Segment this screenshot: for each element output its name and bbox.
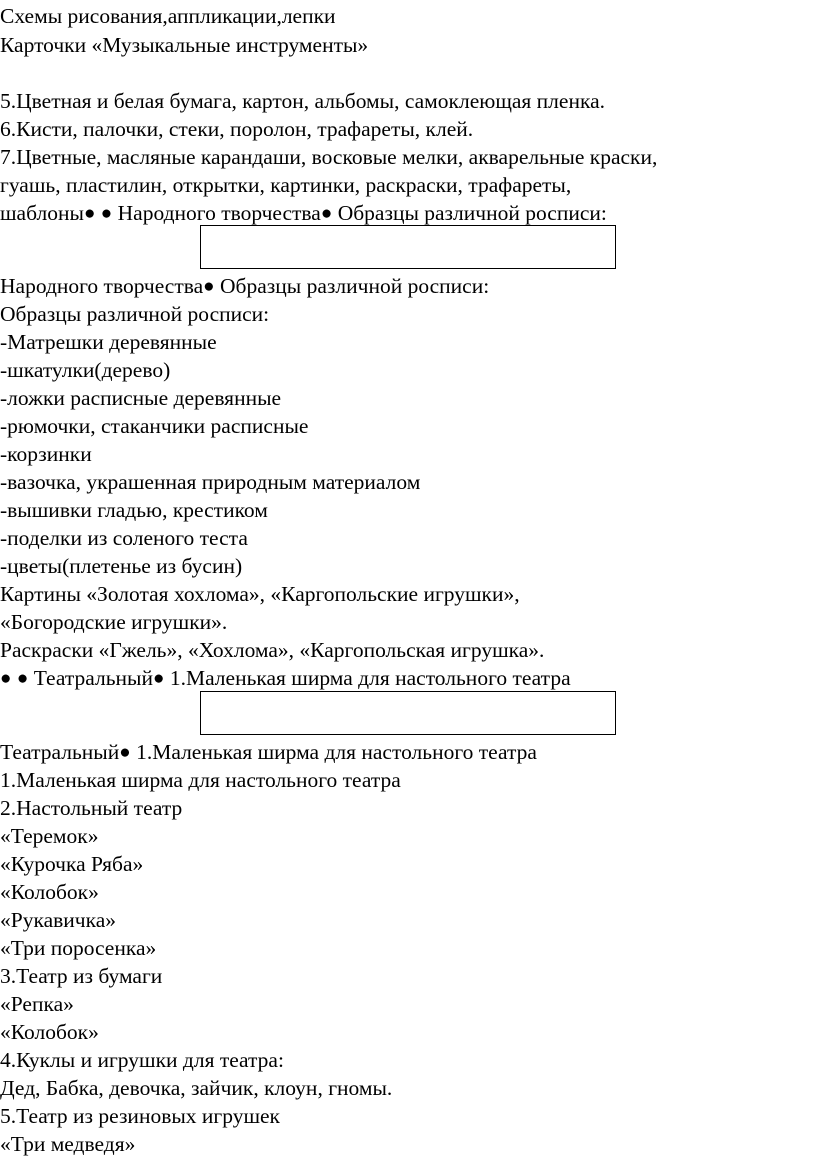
folk-item: -рюмочки, стаканчики расписные: [0, 414, 309, 438]
theatre-bullet-line: [0, 664, 571, 693]
theatre-item: Дед, Бабка, девочка, зайчик, клоун, гномы.: [0, 1076, 393, 1100]
folk-item: -корзинки: [0, 442, 92, 466]
materials-item-7-text-c: Образцы различной росписи:: [332, 201, 607, 225]
theatre-item: 4.Куклы и игрушки для театра:: [0, 1048, 284, 1072]
bullet-icon: ●: [119, 742, 131, 763]
folk-item: -поделки из соленого теста: [0, 526, 248, 550]
materials-item-5: 5.Цветная и белая бумага, картон, альбомы, самоклеющая пленка.: [0, 89, 606, 113]
theatre-bullet-text-a: Театральный: [28, 666, 153, 690]
bullet-icon: ●: [203, 276, 215, 297]
folk-item: -ложки расписные деревянные: [0, 386, 282, 410]
theatre-item: «Курочка Ряба»: [0, 852, 144, 876]
theatre-item: 3.Театр из бумаги: [0, 964, 163, 988]
bullet-icon: ●: [320, 203, 333, 224]
theatre-heading-text-a: Театральный: [0, 740, 120, 764]
bullet-icon: ●: [83, 203, 96, 224]
folk-item: -цветы(плетенье из бусин): [0, 554, 243, 578]
theatre-item: «Три поросенка»: [0, 936, 157, 960]
theatre-item: 5.Театр из резиновых игрушек: [0, 1104, 281, 1128]
folk-heading-text-a: Народного творчества: [0, 274, 204, 298]
bullet-icon: ●: [100, 203, 113, 224]
bullet-icon: ●: [16, 668, 29, 689]
theatre-item: «Колобок»: [0, 880, 99, 904]
folk-heading-text-b: Образцы различной росписи:: [214, 274, 490, 298]
theatre-heading: [0, 738, 537, 767]
folk-item: -вышивки гладью, крестиком: [0, 498, 268, 522]
folk-item: -шкатулки(дерево): [0, 358, 171, 382]
bullet-icon: ●: [0, 668, 12, 689]
materials-item-7-line-2: гуашь, пластилин, открытки, картинки, раскраски, трафареты,: [0, 173, 572, 197]
theatre-item: «Теремок»: [0, 824, 99, 848]
header-line-1: Схемы рисования,аппликации,лепки: [0, 4, 336, 28]
folk-pictures-line-1: Картины «Золотая хохлома», «Каргопольские игрушки»,: [0, 582, 520, 606]
folk-coloring-books: Раскраски «Гжель», «Хохлома», «Каргопольская игрушка».: [0, 638, 545, 662]
folk-item: -Матрешки деревянные: [0, 330, 217, 354]
theatre-item: «Колобок»: [0, 1020, 99, 1044]
materials-item-6: 6.Кисти, палочки, стеки, поролон, трафареты, клей.: [0, 117, 474, 141]
theatre-item: «Три медведя»: [0, 1132, 136, 1156]
folk-item: -вазочка, украшенная природным материалом: [0, 470, 421, 494]
materials-item-7-text-a: шаблоны: [0, 201, 84, 225]
folk-subheading: Образцы различной росписи:: [0, 302, 270, 326]
theatre-item: «Репка»: [0, 992, 74, 1016]
folk-pictures-line-2: «Богородские игрушки».: [0, 610, 228, 634]
theatre-item: «Рукавичка»: [0, 908, 117, 932]
theatre-heading-text-b: 1.Маленькая ширма для настольного театра: [130, 740, 537, 764]
materials-item-7-line-3: [0, 199, 607, 228]
materials-item-7-line-1: 7.Цветные, масляные карандаши, восковые мелки, акварельные краски,: [0, 145, 658, 169]
header-line-2: Карточки «Музыкальные инструменты»: [0, 33, 369, 57]
materials-item-7-text-b: Народного творчества: [112, 201, 321, 225]
theatre-item: 1.Маленькая ширма для настольного театра: [0, 768, 401, 792]
empty-frame-2: [200, 691, 616, 735]
bullet-icon: ●: [152, 668, 165, 689]
theatre-item: 2.Настольный театр: [0, 796, 183, 820]
empty-frame-1: [200, 225, 616, 269]
folk-heading: [0, 272, 489, 301]
theatre-bullet-text-b: 1.Маленькая ширма для настольного театра: [164, 666, 571, 690]
